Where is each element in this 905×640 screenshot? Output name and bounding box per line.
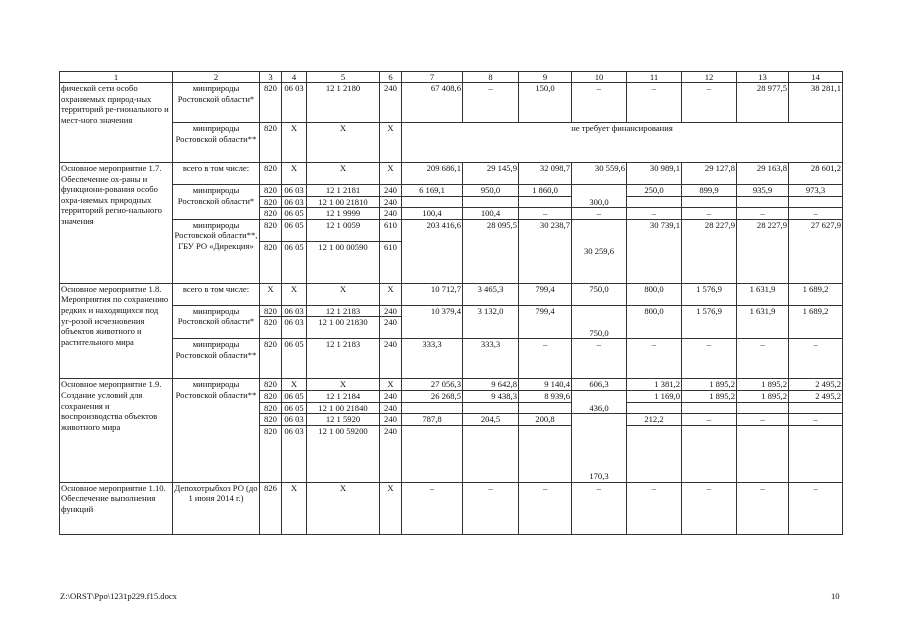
amount-cell: 1 576,9 — [682, 283, 737, 305]
section-code: 06 03 — [282, 425, 307, 482]
amount-cell: – — [572, 339, 627, 379]
section-code: 06 05 — [282, 208, 307, 220]
amount-cell: 10 379,4 — [402, 305, 463, 339]
table-row — [60, 305, 843, 317]
amount-cell: 28 977,5 — [737, 83, 789, 123]
amount-cell — [789, 425, 843, 482]
amount-cell: 204,5 — [463, 414, 519, 426]
header-cell: 2 — [173, 72, 260, 83]
header-cell: 6 — [380, 72, 402, 83]
amount-cell: 29 145,9 — [463, 163, 519, 185]
amount-cell: 333,3 — [402, 339, 463, 379]
amount-cell: – — [682, 339, 737, 379]
amount-cell — [463, 402, 519, 414]
header-cell: 3 — [260, 72, 282, 83]
amount-cell: 30 259,6 — [572, 219, 627, 283]
expense-code: 240 — [380, 83, 402, 123]
amount-cell: 2 495,2 — [789, 390, 843, 402]
amount-cell: – — [682, 208, 737, 220]
amount-cell: 899,9 — [682, 185, 737, 197]
expense-code: 610 — [380, 241, 402, 283]
amount-cell: 800,0 — [627, 283, 682, 305]
amount-cell: – — [789, 482, 843, 534]
amount-cell — [682, 425, 737, 482]
header-cell: 9 — [519, 72, 572, 83]
amount-cell: 1 631,9 — [737, 305, 789, 339]
amount-cell — [737, 402, 789, 414]
header-cell: 7 — [402, 72, 463, 83]
section-code: 06 03 — [282, 305, 307, 317]
amount-cell: 150,0 — [519, 83, 572, 123]
section-code: 06 03 — [282, 414, 307, 426]
section-code: 06 03 — [282, 185, 307, 197]
amount-cell: – — [627, 339, 682, 379]
amount-cell: – — [682, 83, 737, 123]
header-cell: 8 — [463, 72, 519, 83]
amount-cell — [402, 402, 463, 414]
amount-cell: 3 465,3 — [463, 283, 519, 305]
expense-code: X — [380, 123, 402, 163]
amount-cell — [737, 196, 789, 208]
header-cell: 13 — [737, 72, 789, 83]
target-code: 12 1 2183 — [307, 305, 380, 317]
section-code: 06 03 — [282, 83, 307, 123]
gov-code: 820 — [260, 219, 282, 241]
amount-cell: 9 140,4 — [519, 379, 572, 391]
expense-code: 240 — [380, 425, 402, 482]
activity-description: фической сети особо охраняемых природ-ных территорий ре-гионального и мест-ного значения — [60, 83, 173, 163]
amount-cell: – — [463, 482, 519, 534]
section-code: 06 05 — [282, 241, 307, 283]
target-code: 12 1 00 21810 — [307, 196, 380, 208]
amount-cell: 973,3 — [789, 185, 843, 197]
amount-cell: 212,2 — [627, 414, 682, 426]
expense-code: X — [380, 379, 402, 391]
target-code: 12 1 5920 — [307, 414, 380, 426]
gov-code: X — [260, 283, 282, 305]
section-code: X — [282, 283, 307, 305]
amount-cell: 799,4 — [519, 305, 572, 339]
amount-cell: 1 895,2 — [682, 379, 737, 391]
header-cell: 14 — [789, 72, 843, 83]
no-funding-note: не требует финансирования — [402, 123, 843, 163]
amount-cell: 28 095,5 — [463, 219, 519, 283]
target-code: 12 1 00 59200 — [307, 425, 380, 482]
amount-cell: 250,0 — [627, 185, 682, 197]
amount-cell: 29 127,8 — [682, 163, 737, 185]
expense-code: 240 — [380, 196, 402, 208]
amount-cell: 1 631,9 — [737, 283, 789, 305]
amount-cell: 333,3 — [463, 339, 519, 379]
gov-code: 820 — [260, 414, 282, 426]
amount-cell — [737, 425, 789, 482]
section-code: X — [282, 163, 307, 185]
amount-cell: 606,3 — [572, 379, 627, 391]
amount-cell — [519, 402, 572, 414]
amount-cell: 9 642,8 — [463, 379, 519, 391]
amount-cell: 209 686,1 — [402, 163, 463, 185]
amount-cell: – — [627, 482, 682, 534]
amount-cell: 10 712,7 — [402, 283, 463, 305]
gov-code: 820 — [260, 317, 282, 339]
amount-cell: 799,4 — [519, 283, 572, 305]
gov-code: 820 — [260, 83, 282, 123]
expense-code: X — [380, 163, 402, 185]
gov-code: 820 — [260, 185, 282, 197]
target-code: 12 1 0059 — [307, 219, 380, 241]
expense-code: 240 — [380, 305, 402, 317]
amount-cell: – — [737, 208, 789, 220]
amount-cell: 28 601,2 — [789, 163, 843, 185]
amount-cell — [789, 196, 843, 208]
amount-cell: – — [682, 414, 737, 426]
section-code: X — [282, 123, 307, 163]
section-code: 06 03 — [282, 196, 307, 208]
gov-code: 826 — [260, 482, 282, 534]
amount-cell: 27 056,3 — [402, 379, 463, 391]
amount-cell — [402, 196, 463, 208]
header-cell: 5 — [307, 72, 380, 83]
amount-cell: 950,0 — [463, 185, 519, 197]
activity-description: Основное мероприятие 1.8. Мероприятия по сохранению редких и находящихся под уг-розой исчезновения объектов животного и растительного мира — [60, 283, 173, 379]
page-number: 10 — [831, 591, 840, 601]
target-code: X — [307, 123, 380, 163]
amount-cell: 750,0 — [572, 305, 627, 339]
amount-cell: 100,4 — [402, 208, 463, 220]
amount-cell: 30 989,1 — [627, 163, 682, 185]
amount-cell: 1 381,2 — [627, 379, 682, 391]
activity-description: Основное мероприятие 1.10. Обеспечение выполнения функций — [60, 482, 173, 534]
section-code: X — [282, 379, 307, 391]
table-row — [60, 339, 843, 379]
amount-cell: 28 227,9 — [737, 219, 789, 283]
amount-cell: 200,8 — [519, 414, 572, 426]
header-cell: 11 — [627, 72, 682, 83]
amount-cell: 1 895,2 — [682, 390, 737, 402]
header-cell: 1 — [60, 72, 173, 83]
amount-cell: – — [737, 482, 789, 534]
amount-cell: 100,4 — [463, 208, 519, 220]
amount-cell: – — [789, 414, 843, 426]
amount-cell: 3 132,0 — [463, 305, 519, 339]
executor-cell: минприроды Ростовской области** — [173, 339, 260, 379]
amount-cell — [402, 425, 463, 482]
amount-cell: – — [737, 414, 789, 426]
amount-cell — [463, 196, 519, 208]
amount-cell — [463, 425, 519, 482]
table-row — [60, 123, 843, 163]
amount-cell — [519, 425, 572, 482]
amount-cell — [627, 425, 682, 482]
header-cell: 12 — [682, 72, 737, 83]
amount-cell: 935,9 — [737, 185, 789, 197]
table-row — [60, 185, 843, 197]
expense-code: 240 — [380, 185, 402, 197]
target-code: X — [307, 379, 380, 391]
table-row — [60, 283, 843, 305]
gov-code: 820 — [260, 241, 282, 283]
amount-cell: 203 416,6 — [402, 219, 463, 283]
executor-cell: минприроды Ростовской области**, ГБУ РО «Дирекция» — [173, 219, 260, 283]
table-row — [60, 482, 843, 534]
file-path-footer: Z:\ORST\Ppo\1231p229.f15.docx — [60, 591, 177, 601]
amount-cell: 30 238,7 — [519, 219, 572, 283]
amount-cell: – — [682, 482, 737, 534]
amount-cell: 30 739,1 — [627, 219, 682, 283]
section-code: 06 05 — [282, 219, 307, 241]
executor-cell: минприроды Ростовской области** — [173, 123, 260, 163]
header-cell: 10 — [572, 72, 627, 83]
amount-cell: 6 169,1 — [402, 185, 463, 197]
gov-code: 820 — [260, 379, 282, 391]
expense-code: 240 — [380, 414, 402, 426]
amount-cell — [682, 196, 737, 208]
amount-cell: – — [572, 208, 627, 220]
amount-cell — [627, 196, 682, 208]
amount-cell: 1 689,2 — [789, 305, 843, 339]
target-code: 12 1 2183 — [307, 339, 380, 379]
gov-code: 820 — [260, 425, 282, 482]
amount-cell: – — [463, 83, 519, 123]
amount-cell: 170,3 — [572, 414, 627, 483]
amount-cell: 1 689,2 — [789, 283, 843, 305]
budget-table — [59, 71, 843, 535]
amount-cell: – — [627, 83, 682, 123]
gov-code: 820 — [260, 123, 282, 163]
amount-cell: 750,0 — [572, 283, 627, 305]
target-code: 12 1 9999 — [307, 208, 380, 220]
section-code: 06 03 — [282, 317, 307, 339]
section-code: X — [282, 482, 307, 534]
section-code: 06 05 — [282, 390, 307, 402]
activity-description: Основное мероприятие 1.7. Обеспечение ох-раны и функциони-рования особо охра-няемых природных территорий регио-нального значения — [60, 163, 173, 284]
executor-cell: минприроды Ростовской области* — [173, 83, 260, 123]
amount-cell: 1 895,2 — [737, 379, 789, 391]
amount-cell: – — [572, 482, 627, 534]
executor-cell: минприроды Ростовской области* — [173, 185, 260, 220]
executor-cell: минприроды Ростовской области** — [173, 379, 260, 482]
target-code: 12 1 2181 — [307, 185, 380, 197]
amount-cell — [682, 402, 737, 414]
amount-cell: – — [519, 482, 572, 534]
amount-cell — [519, 196, 572, 208]
amount-cell: 26 268,5 — [402, 390, 463, 402]
target-code: 12 1 2184 — [307, 390, 380, 402]
target-code: 12 1 00 00590 — [307, 241, 380, 283]
executor-cell: Депохотрыбхоз РО (до 1 июня 2014 г.) — [173, 482, 260, 534]
amount-cell: 2 495,2 — [789, 379, 843, 391]
expense-code: 240 — [380, 208, 402, 220]
amount-cell: 800,0 — [627, 305, 682, 339]
header-cell: 4 — [282, 72, 307, 83]
target-code: X — [307, 163, 380, 185]
amount-cell: 9 438,3 — [463, 390, 519, 402]
amount-cell: 8 939,6 — [519, 390, 572, 402]
amount-cell: 436,0 — [572, 390, 627, 413]
table-row — [60, 219, 843, 241]
amount-cell — [789, 402, 843, 414]
amount-cell: – — [402, 482, 463, 534]
expense-code: 610 — [380, 219, 402, 241]
total-label: всего в том числе: — [173, 283, 260, 305]
amount-cell: 27 627,9 — [789, 219, 843, 283]
gov-code: 820 — [260, 163, 282, 185]
amount-cell: – — [789, 208, 843, 220]
amount-cell: 67 408,6 — [402, 83, 463, 123]
gov-code: 820 — [260, 339, 282, 379]
executor-cell: минприроды Ростовской области* — [173, 305, 260, 339]
amount-cell: – — [737, 339, 789, 379]
amount-cell: 29 163,8 — [737, 163, 789, 185]
header-row — [60, 72, 843, 83]
amount-cell: 300,0 — [572, 185, 627, 208]
gov-code: 820 — [260, 390, 282, 402]
table-row — [60, 83, 843, 123]
target-code: X — [307, 482, 380, 534]
section-code: 06 05 — [282, 339, 307, 379]
target-code: 12 1 00 21840 — [307, 402, 380, 414]
amount-cell: 1 895,2 — [737, 390, 789, 402]
gov-code: 820 — [260, 196, 282, 208]
amount-cell: – — [789, 339, 843, 379]
gov-code: 820 — [260, 208, 282, 220]
table-row — [60, 163, 843, 185]
gov-code: 820 — [260, 402, 282, 414]
amount-cell: 38 281,1 — [789, 83, 843, 123]
target-code: 12 1 00 21830 — [307, 317, 380, 339]
expense-code: 240 — [380, 390, 402, 402]
target-code: X — [307, 283, 380, 305]
amount-cell: – — [519, 339, 572, 379]
expense-code: 240 — [380, 317, 402, 339]
amount-cell: 1 860,0 — [519, 185, 572, 197]
total-label: всего в том числе: — [173, 163, 260, 185]
amount-cell: 787,8 — [402, 414, 463, 426]
expense-code: X — [380, 482, 402, 534]
activity-description: Основное мероприятие 1.9. Создание условий для сохранения и воспроизводства объектов животного мира — [60, 379, 173, 482]
amount-cell: – — [519, 208, 572, 220]
target-code: 12 1 2180 — [307, 83, 380, 123]
expense-code: X — [380, 283, 402, 305]
amount-cell: – — [572, 83, 627, 123]
amount-cell: 30 559,6 — [572, 163, 627, 185]
gov-code: 820 — [260, 305, 282, 317]
expense-code: 240 — [380, 339, 402, 379]
amount-cell: 1 576,9 — [682, 305, 737, 339]
amount-cell: 32 098,7 — [519, 163, 572, 185]
amount-cell: 28 227,9 — [682, 219, 737, 283]
amount-cell: 1 169,0 — [627, 390, 682, 402]
amount-cell — [627, 402, 682, 414]
table-row — [60, 379, 843, 391]
expense-code: 240 — [380, 402, 402, 414]
amount-cell: – — [627, 208, 682, 220]
section-code: 06 05 — [282, 402, 307, 414]
